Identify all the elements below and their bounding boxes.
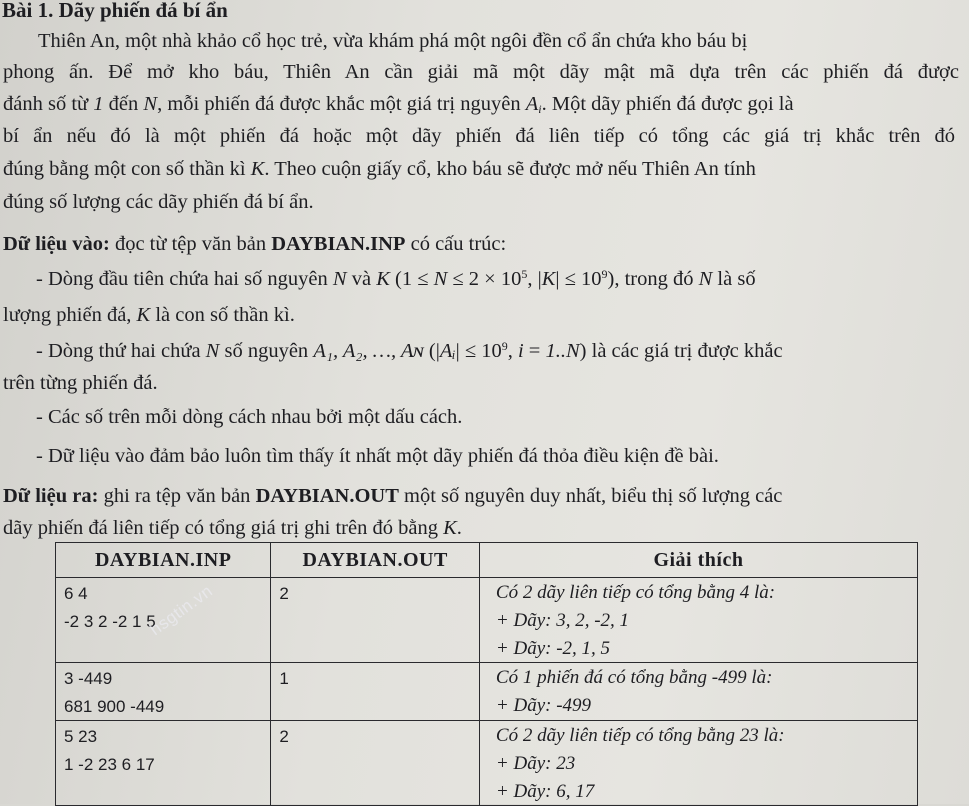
cell-line: 2: [279, 584, 289, 603]
table-cell-out: [271, 663, 480, 721]
intro-line-1: Thiên An, một nhà khảo cổ học trẻ, vừa khám phá một ngôi đền cổ ẩn chứa kho báu bị: [38, 30, 748, 52]
intro-line-3: đánh số từ 1 đến N, mỗi phiến đá được khắc một giá trị nguyên $A_i$. Một dãy phiến đá được gọi là: [3, 93, 794, 116]
table-row: [56, 721, 918, 806]
table-cell-explain: [479, 663, 917, 721]
table-header-out: DAYBIAN.OUT: [271, 543, 480, 578]
intro-line-2: phong ấn. Để mở kho báu, Thiên An cần giải mã một dãy mật mã dựa trên các phiến đá được: [3, 61, 959, 83]
table-row: [56, 663, 918, 721]
cell-line: 3 -449: [64, 669, 113, 688]
table-header-explain: Giải thích: [479, 543, 917, 578]
output-heading: Dữ liệu ra: ghi ra tệp văn bản DAYBIAN.OUT một số nguyên duy nhất, biểu thị số lượng các: [3, 485, 783, 507]
cell-line: Có 1 phiến đá có tổng bằng -499 là:: [495, 667, 773, 688]
cell-line: 2: [279, 727, 289, 746]
cell-line: -2 3 2 -2 1 5: [64, 612, 156, 631]
sample-table: [55, 542, 918, 806]
input-bullet-2-cont: trên từng phiến đá.: [3, 372, 158, 394]
output-heading-cont: dãy phiến đá liên tiếp có tổng giá trị ghi trên đó bằng K.: [3, 517, 462, 539]
table-cell-out: [271, 578, 480, 663]
intro-line-6: đúng số lượng các dãy phiến đá bí ẩn.: [3, 191, 314, 213]
cell-line: Có 2 dãy liên tiếp có tổng bằng 23 là:: [495, 725, 785, 746]
watermark: hsgtin.vn: [146, 581, 217, 640]
cell-line: 5 23: [64, 727, 98, 746]
input-bullet-2: - Dòng thứ hai chứa N số nguyên A₁, A₂, …, Aɴ (|Aᵢ| ≤ $10^9$, i = 1..N) là các giá trị được khắc: [36, 339, 783, 362]
intro-line-4: bí ẩn nếu đó là một phiến đá hoặc một dãy phiến đá liên tiếp có tổng các giá trị khắc trên đó: [3, 125, 955, 147]
table-cell-inp: [56, 721, 271, 806]
table-cell-inp: [56, 663, 271, 721]
cell-line: + Dãy: -499: [495, 695, 592, 716]
input-bullet-3: - Các số trên mỗi dòng cách nhau bởi một dấu cách.: [36, 406, 463, 428]
cell-line: + Dãy: 3, 2, -2, 1: [495, 610, 630, 631]
cell-line: 1 -2 23 6 17: [64, 755, 155, 774]
input-bullet-4: - Dữ liệu vào đảm bảo luôn tìm thấy ít nhất một dãy phiến đá thỏa điều kiện đề bài.: [36, 445, 719, 467]
cell-line: 681 900 -449: [64, 697, 165, 716]
input-bullet-1: - Dòng đầu tiên chứa hai số nguyên N và K ($1 \le N \le 2 \times 10^5$, $|K| \le 10^9$), trong đó N là số: [36, 267, 756, 290]
table-header-row: [56, 543, 918, 578]
input-heading: Dữ liệu vào: đọc từ tệp văn bản DAYBIAN.INP có cấu trúc:: [3, 233, 507, 255]
cell-line: 6 4: [64, 584, 88, 603]
cell-line: + Dãy: 6, 17: [495, 781, 595, 802]
table-cell-out: [271, 721, 480, 806]
table-cell-explain: [479, 721, 917, 806]
cell-line: + Dãy: 23: [495, 753, 576, 774]
cell-line: 1: [279, 669, 289, 688]
table-header-inp: DAYBIAN.INP: [56, 543, 271, 578]
problem-title: Bài 1. Dãy phiến đá bí ẩn: [2, 0, 228, 22]
cell-line: Có 2 dãy liên tiếp có tổng bằng 4 là:: [495, 582, 776, 603]
cell-line: + Dãy: -2, 1, 5: [495, 638, 611, 659]
intro-line-5: đúng bằng một con số thần kì K. Theo cuộn giấy cổ, kho báu sẽ được mở nếu Thiên An tính: [3, 158, 756, 180]
table-cell-explain: [479, 578, 917, 663]
input-bullet-1-cont: lượng phiến đá, K là con số thần kì.: [3, 304, 295, 326]
